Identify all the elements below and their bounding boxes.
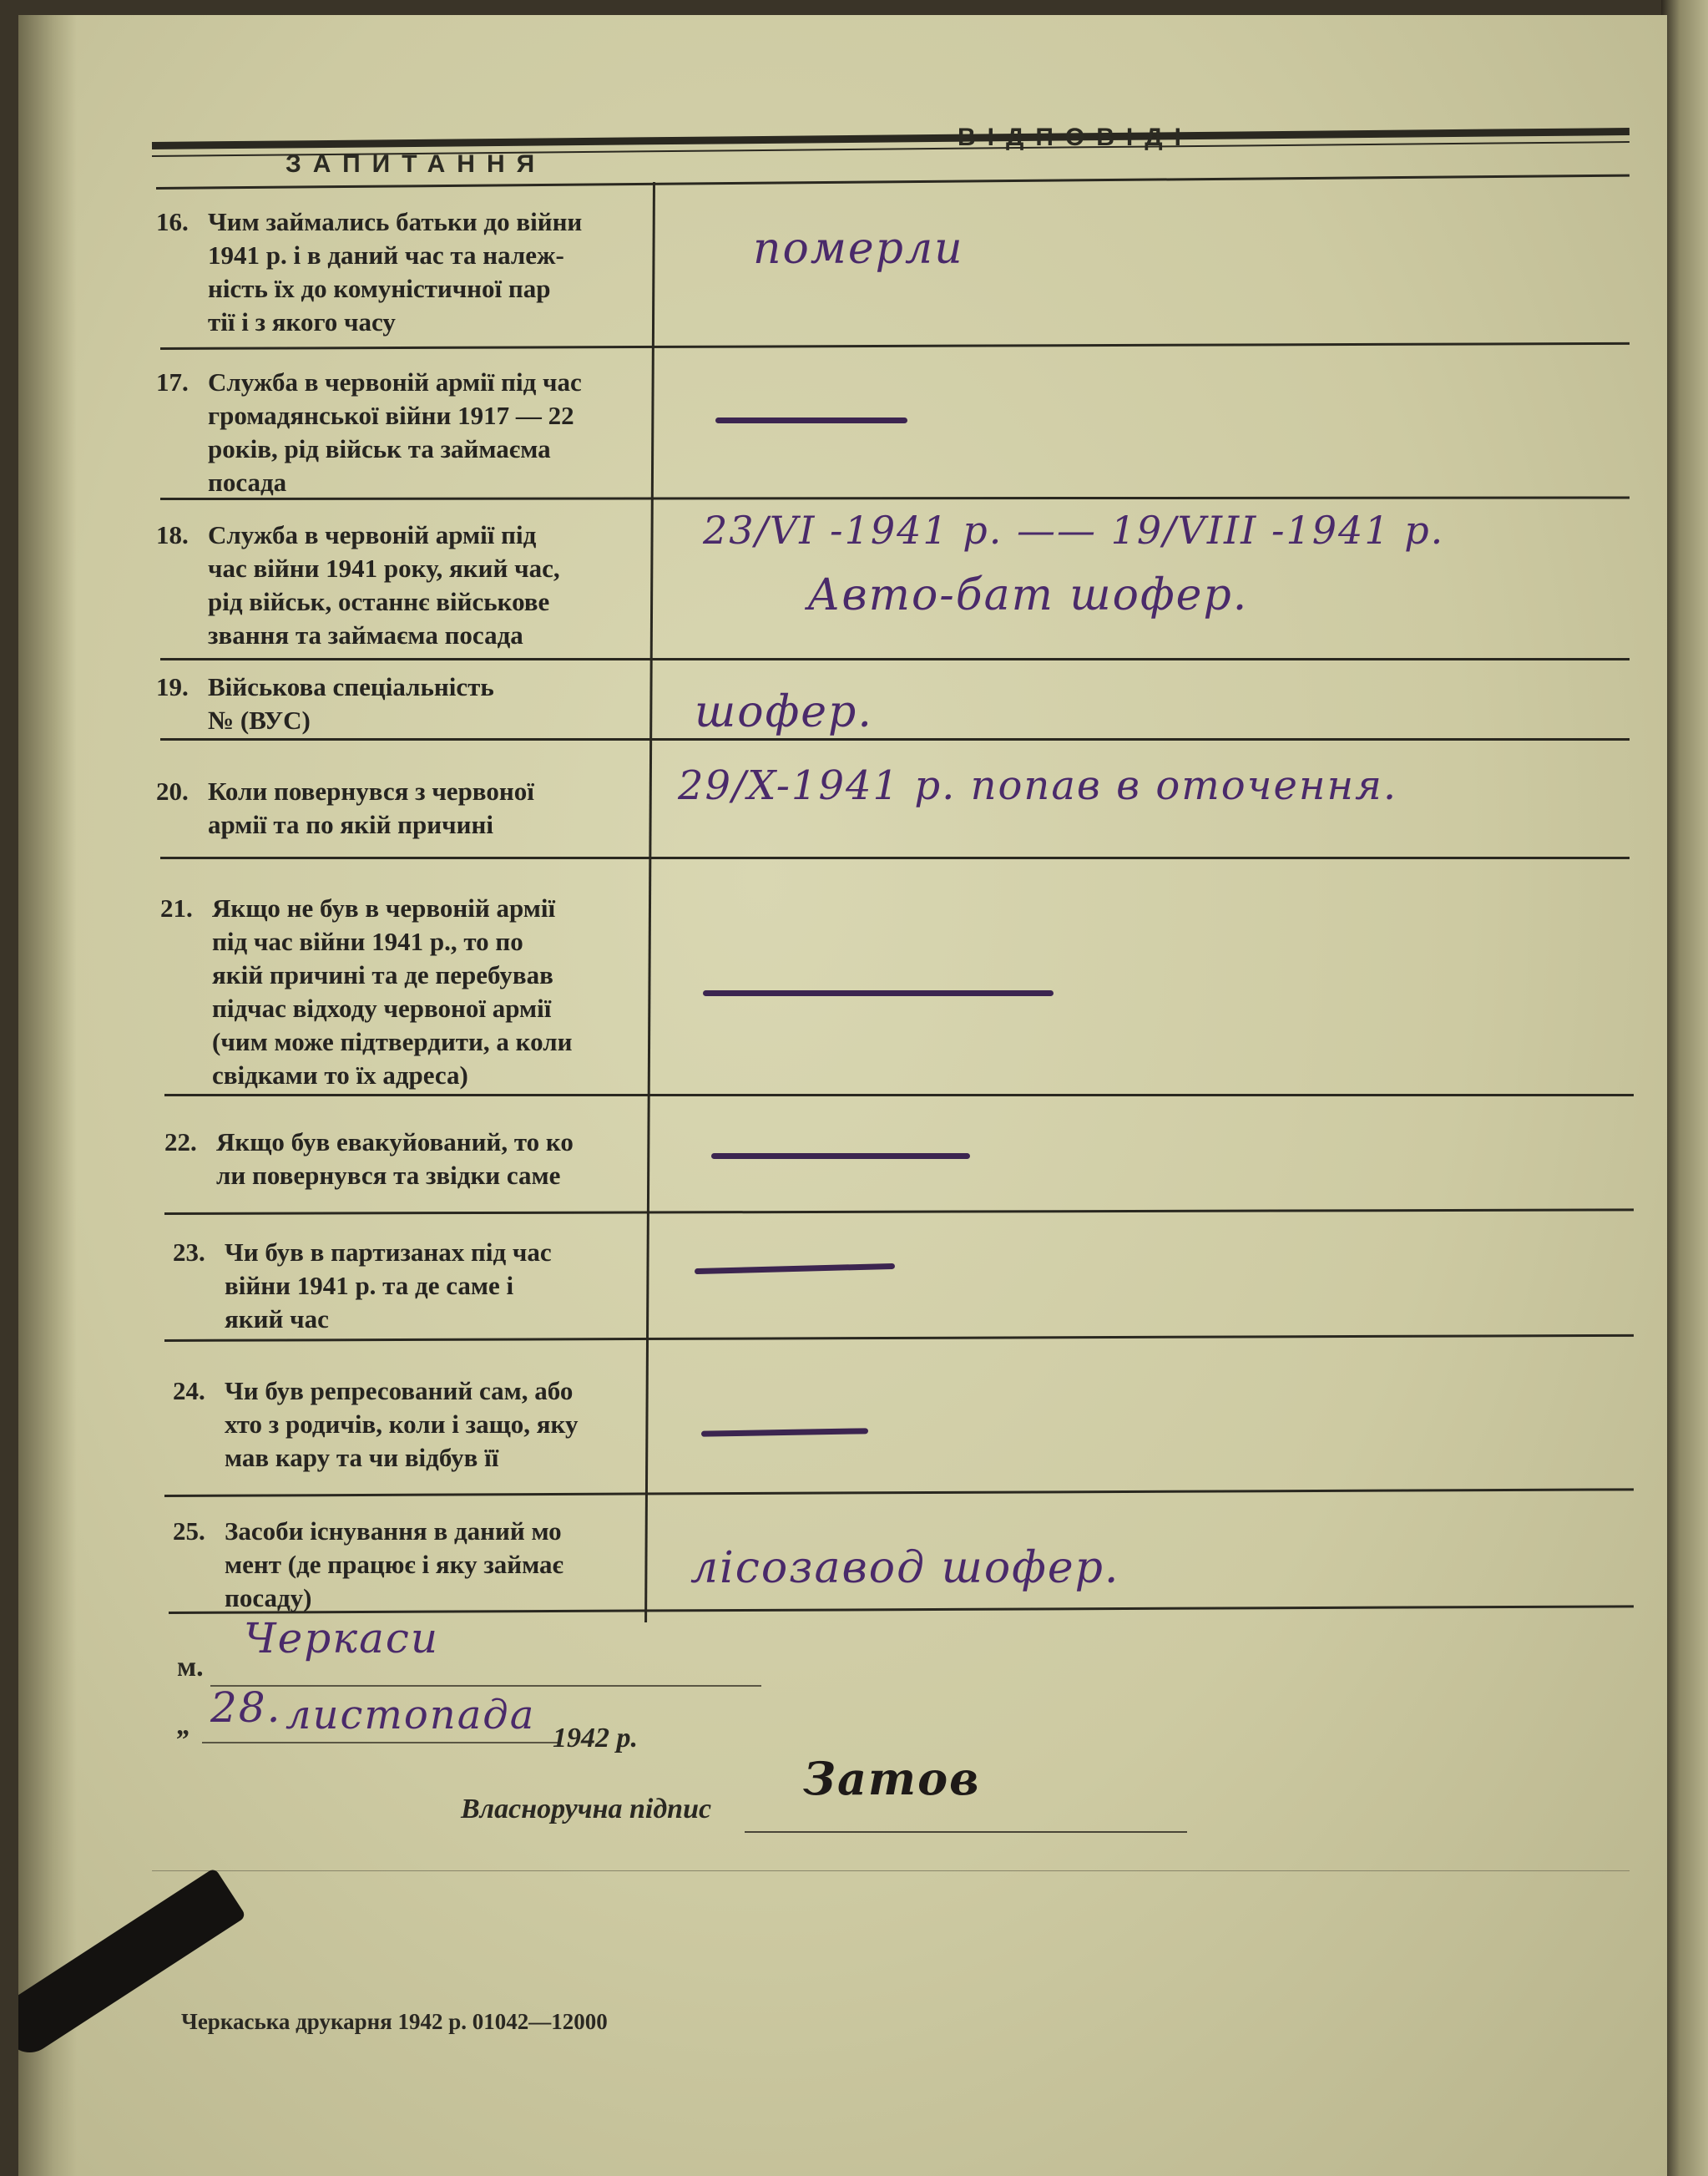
city-prefix: м. bbox=[177, 1652, 204, 1683]
form-page bbox=[18, 15, 1667, 2176]
header-top-rule bbox=[152, 128, 1630, 149]
answer-24-dash bbox=[701, 1428, 868, 1436]
answer-18-unit: Авто-бат шофер. bbox=[807, 570, 1249, 620]
printer-imprint: Черкаська друкарня 1942 р. 01042—12000 bbox=[181, 2009, 608, 2034]
city-handwritten: Черкаси bbox=[244, 1614, 440, 1662]
faint-dotted-rule bbox=[152, 1870, 1630, 1871]
next-page-edge bbox=[1661, 0, 1708, 2176]
row-divider bbox=[160, 857, 1630, 859]
date-month: листопада bbox=[286, 1692, 536, 1738]
question-18: 18. Служба в червоній армії під час війни 1941 року, який час, рід військ, останнє військове звання та займаєма посада bbox=[156, 520, 560, 650]
question-21: 21. Якщо не був в червоній армії під час війни 1941 р., то по якій причині та де перебував підчас відходу червоної армії (чим може підтвердити, а коли свідками то їх адреса) bbox=[160, 893, 573, 1090]
question-23: 23. Чи був в партизанах під час війни 1941 р. та де саме і який час bbox=[173, 1237, 552, 1333]
question-25: 25. Засоби існування в даний мо мент (де працює і яку займає посаду) bbox=[173, 1516, 563, 1612]
question-19: 19. Військова спеціальність № (ВУС) bbox=[156, 672, 494, 735]
signature: Затов bbox=[803, 1752, 981, 1805]
row-divider bbox=[160, 342, 1630, 350]
answer-20: 29/X-1941 р. попав в оточення. bbox=[678, 762, 1398, 809]
answer-19: шофер. bbox=[695, 687, 873, 737]
answer-18-dates: 23/VI -1941 р. —— 19/VIII -1941 р. bbox=[703, 508, 1445, 553]
question-16: 16. Чим займались батьки до війни 1941 р. і в даний час та належ- ність їх до комуністичної пар тії і з якого часу bbox=[156, 207, 583, 337]
row-divider bbox=[160, 658, 1630, 660]
answer-23-dash bbox=[695, 1263, 895, 1274]
row-divider bbox=[164, 1094, 1634, 1096]
date-year: 1942 р. bbox=[553, 1723, 638, 1753]
answer-21-dash bbox=[703, 990, 1054, 996]
row-divider bbox=[164, 1488, 1634, 1497]
signature-underline bbox=[745, 1831, 1187, 1833]
signature-label: Власноручна підпис bbox=[461, 1794, 712, 1824]
date-quote: „ bbox=[177, 1710, 191, 1741]
question-22: 22. Якщо був евакуйований, то ко ли повернувся та звідки саме bbox=[164, 1127, 574, 1190]
question-24: 24. Чи був репресований сам, або хто з родичів, коли і защо, яку мав кару та чи відбув її bbox=[173, 1376, 579, 1472]
date-day: 28. bbox=[210, 1683, 282, 1732]
question-17: 17. Служба в червоній армії під час громадянської війни 1917 — 22 років, рід військ та займаєма посада bbox=[156, 367, 582, 497]
question-20: 20. Коли повернувся з червоної армії та по якій причині bbox=[156, 777, 534, 839]
city-underline bbox=[210, 1685, 761, 1687]
answer-16: померли bbox=[753, 224, 964, 274]
answers-header: ВІДПОВІДІ bbox=[958, 124, 1193, 151]
answer-25: лісозавод шофер. bbox=[690, 1543, 1120, 1593]
answer-17-dash bbox=[715, 417, 907, 423]
row-divider bbox=[160, 738, 1630, 741]
answer-22-dash bbox=[711, 1153, 970, 1159]
date-underline bbox=[202, 1742, 561, 1743]
row-divider bbox=[164, 1208, 1634, 1215]
book-gutter bbox=[18, 15, 77, 2176]
questions-header: ЗАПИТАННЯ bbox=[286, 150, 547, 178]
